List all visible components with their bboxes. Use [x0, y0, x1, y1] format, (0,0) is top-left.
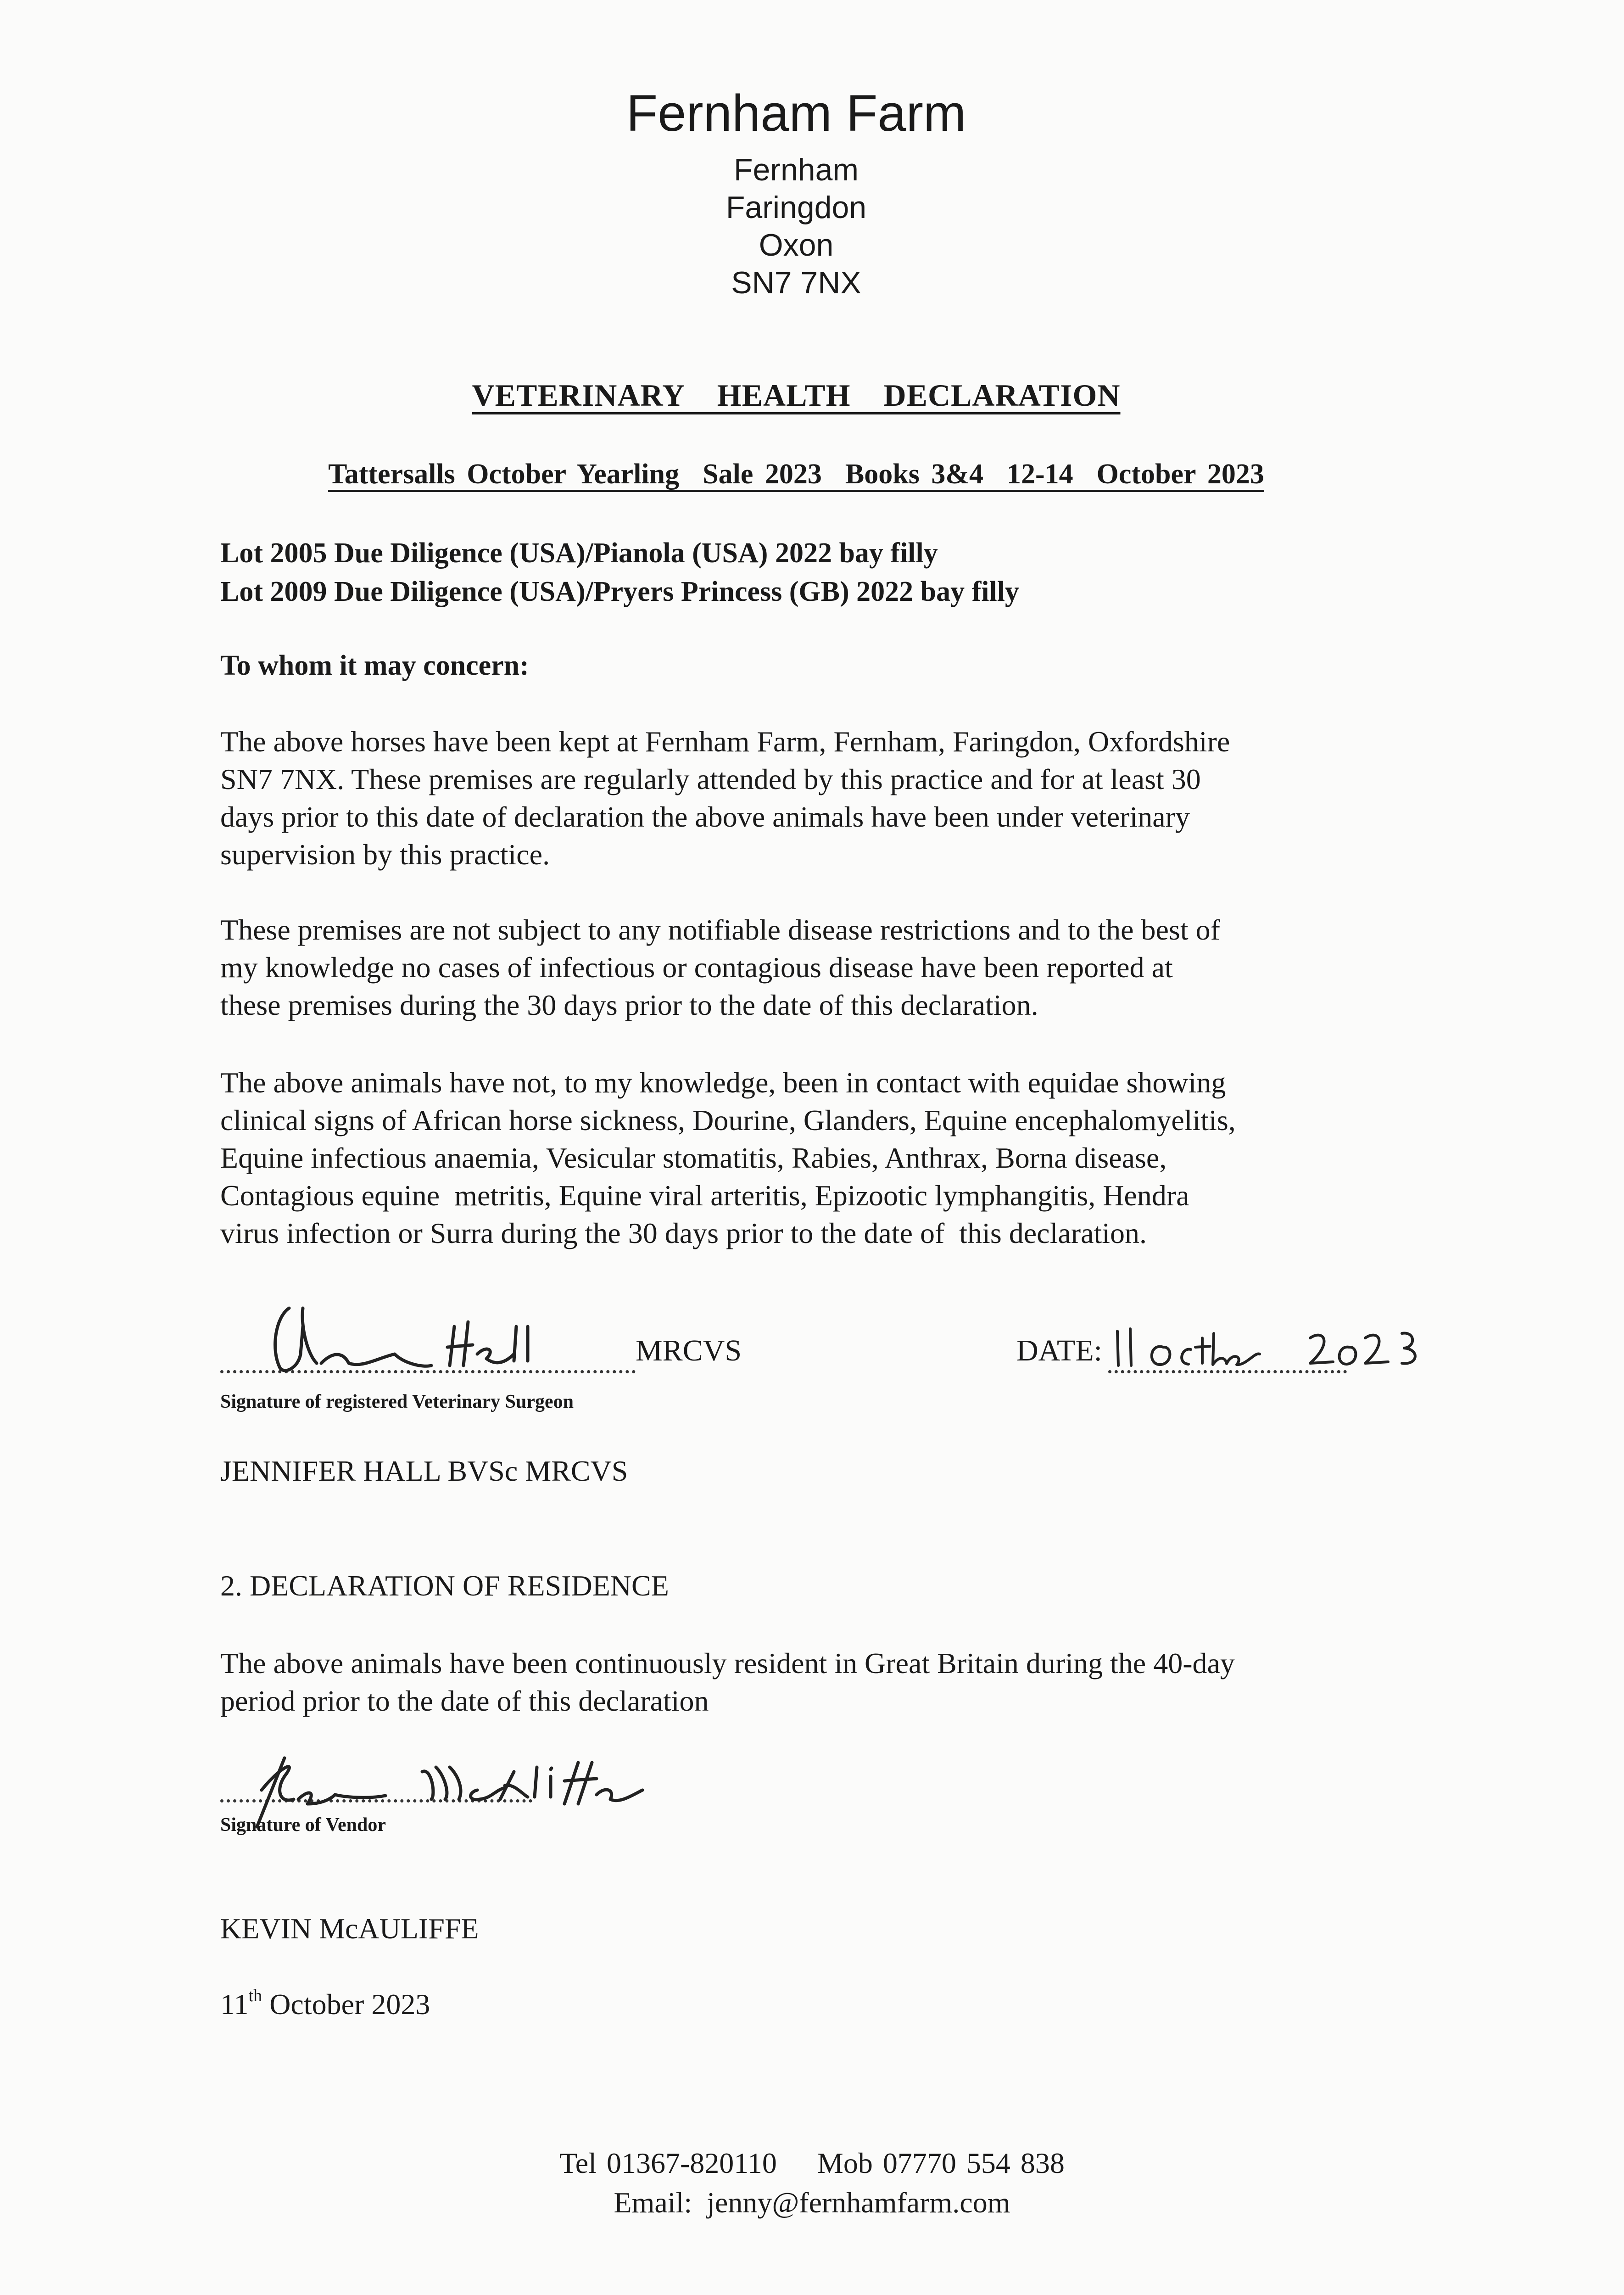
address-line: Faringdon — [725, 190, 867, 225]
date-line — [1108, 1370, 1347, 1373]
paragraph-diseases — [220, 1064, 1404, 1252]
salutation: To whom it may concern: — [220, 650, 529, 681]
date-suffix: th — [248, 1986, 262, 2005]
sale-heading: Tattersalls October Yearling Sale 2023 Books 3&4 12-14 October 2023 — [328, 459, 1264, 490]
vendor-name: KEVIN McAULIFFE — [220, 1912, 479, 1945]
signature-date — [220, 1987, 430, 2021]
lot-item: Lot 2005 Due Diligence (USA)/Pianola (USA) 2022 bay filly — [220, 537, 938, 569]
text-line: days prior to this date of declaration the above animals have been under veterinary — [220, 800, 1190, 833]
address-line: SN7 7NX — [731, 265, 861, 300]
date-day: 11 — [220, 1988, 249, 2021]
text-line: These premises are not subject to any notifiable disease restrictions and to the best of — [220, 913, 1220, 946]
paragraph-premises — [220, 723, 1404, 873]
lot-list — [220, 534, 1019, 611]
text-line: SN7 7NX. These premises are regularly attended by this practice and for at least 30 — [220, 763, 1201, 795]
vet-signature-caption: Signature of registered Veterinary Surgeon — [220, 1391, 574, 1412]
text-line: period prior to the date of this declaration — [220, 1685, 709, 1717]
vendor-signature-caption: Signature of Vendor — [220, 1814, 386, 1836]
footer-email: Email: jenny@fernhamfarm.com — [614, 2186, 1010, 2219]
text-line: these premises during the 30 days prior to the date of this declaration. — [220, 989, 1038, 1021]
address-line: Oxon — [759, 228, 834, 263]
date-handwriting — [1108, 1306, 1393, 1370]
paragraph-residence — [220, 1645, 1404, 1720]
date-month-year: October 2023 — [262, 1988, 430, 2021]
text-line: Equine infectious anaemia, Vesicular stomatitis, Rabies, Anthrax, Borna disease, — [220, 1142, 1167, 1174]
vet-name: JENNIFER HALL BVSc MRCVS — [220, 1455, 628, 1487]
text-line: The above horses have been kept at Fernham Farm, Fernham, Faringdon, Oxfordshire — [220, 725, 1230, 758]
text-line: Contagious equine metritis, Equine viral arteritis, Epizootic lymphangitis, Hendra — [220, 1179, 1189, 1212]
text-line: my knowledge no cases of infectious or contagious disease have been reported at — [220, 951, 1173, 984]
paragraph-restrictions — [220, 911, 1404, 1024]
date-label: DATE: — [1016, 1334, 1102, 1367]
footer-contact: Tel 01367-820110 Mob 07770 554 838 — [559, 2147, 1065, 2179]
text-line: supervision by this practice. — [220, 838, 550, 871]
vet-suffix: MRCVS — [636, 1334, 742, 1367]
text-line: The above animals have been continuously resident in Great Britain during the 40-day — [220, 1647, 1235, 1679]
vet-signature — [257, 1299, 578, 1377]
text-line: clinical signs of African horse sickness, Dourine, Glanders, Equine encephalomyelitis, — [220, 1104, 1236, 1136]
residence-title: 2. DECLARATION OF RESIDENCE — [220, 1569, 669, 1602]
document-title: VETERINARY HEALTH DECLARATION — [472, 378, 1121, 413]
text-line: virus infection or Surra during the 30 days prior to the date of this declaration. — [220, 1217, 1147, 1249]
lot-item: Lot 2009 Due Diligence (USA)/Pryers Princess (GB) 2022 bay filly — [220, 576, 1019, 607]
farm-name: Fernham Farm — [626, 84, 966, 142]
text-line: The above animals have not, to my knowledge, been in contact with equidae showing — [220, 1066, 1226, 1099]
address-line: Fernham — [733, 152, 859, 187]
